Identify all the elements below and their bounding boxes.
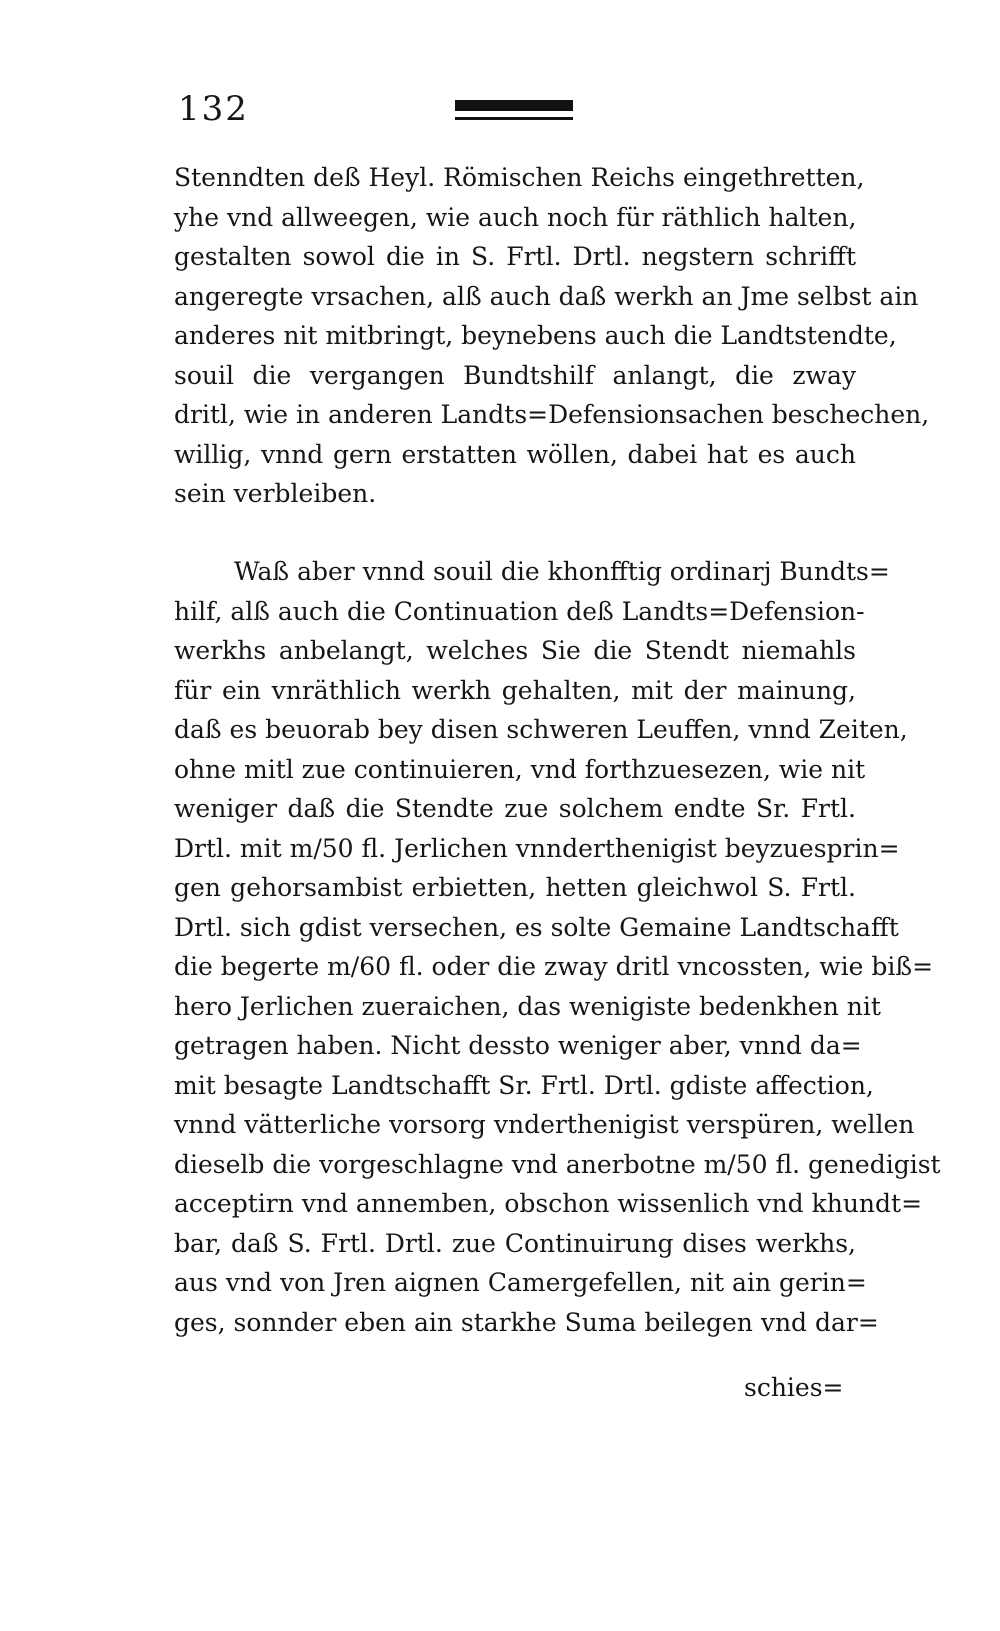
text-line: Stenndten deß Heyl. Römischen Reichs eingethretten, — [174, 163, 865, 192]
text-line: angeregte vrsachen, alß auch daß werkh an Jme selbst ain — [174, 281, 919, 311]
ornament-thin-bar — [455, 117, 573, 120]
text-line: Drtl. mit m/50 fl. Jerlichen vnnderthenigist beyzuesprin= — [174, 833, 900, 863]
header-ornament-rule — [455, 100, 573, 120]
text-line: ges, sonnder eben ain starkhe Suma beilegen vnd dar= — [174, 1307, 879, 1337]
text-line: dieselb die vorgeschlagne vnd anerbotne m/50 fl. genedigist — [174, 1149, 941, 1179]
paragraph-2 — [174, 552, 941, 1342]
text-line: gestalten sowol die in S. Frtl. Drtl. negstern schrifft — [174, 242, 856, 271]
text-line: vnnd vätterliche vorsorg vnderthenigist verspüren, wellen — [174, 1110, 915, 1139]
text-line: Waß aber vnnd souil die khonfftig ordinarj Bundts= — [234, 557, 890, 586]
text-line: aus vnd von Jren aignen Camergefellen, nit ain gerin= — [174, 1268, 867, 1297]
text-line: yhe vnd allweegen, wie auch noch für räthlich halten, — [174, 202, 857, 232]
text-line: mit besagte Landtschafft Sr. Frtl. Drtl. gdiste affection, — [174, 1070, 874, 1100]
page-number: 132 — [178, 89, 249, 129]
paragraph-1 — [174, 158, 930, 514]
text-line: hero Jerlichen zueraichen, das wenigiste bedenkhen nit — [174, 991, 881, 1021]
text-line: bar, daß S. Frtl. Drtl. zue Continuirung dises werkhs, — [174, 1228, 856, 1258]
text-line: werkhs anbelangt, welches Sie die Stendt niemahls — [174, 636, 856, 665]
text-line: Drtl. sich gdist versechen, es solte Gemaine Landtschafft — [174, 912, 899, 942]
text-line: dritl, wie in anderen Landts=Defensionsachen beschechen, — [174, 400, 930, 429]
text-line: die begerte m/60 fl. oder die zway dritl vncossten, wie biß= — [174, 952, 934, 981]
text-line: für ein vnräthlich werkh gehalten, mit der mainung, — [174, 675, 856, 705]
catchword: schies= — [744, 1373, 844, 1402]
text-line: acceptirn vnd annemben, obschon wissenlich vnd khundt= — [174, 1189, 923, 1218]
text-line: getragen haben. Nicht dessto weniger aber, vnnd da= — [174, 1031, 862, 1060]
text-line: hilf, alß auch die Continuation deß Landts=Defension- — [174, 596, 865, 626]
ornament-thick-bar — [455, 100, 573, 111]
text-line: souil die vergangen Bundtshilf anlangt, die zway — [174, 360, 856, 390]
text-line: anderes nit mitbringt, beynebens auch die Landtstendte, — [174, 321, 897, 350]
text-line: ohne mitl zue continuieren, vnd forthzuesezen, wie nit — [174, 754, 866, 784]
text-line: weniger daß die Stendte zue solchem endte Sr. Frtl. — [174, 794, 856, 823]
text-line: daß es beuorab bey disen schweren Leuffen, vnnd Zeiten, — [174, 715, 908, 744]
text-line: sein verbleiben. — [174, 479, 377, 508]
text-line: gen gehorsambist erbietten, hetten gleichwol S. Frtl. — [174, 873, 856, 902]
text-line: willig, vnnd gern erstatten wöllen, dabei hat es auch — [174, 439, 856, 469]
